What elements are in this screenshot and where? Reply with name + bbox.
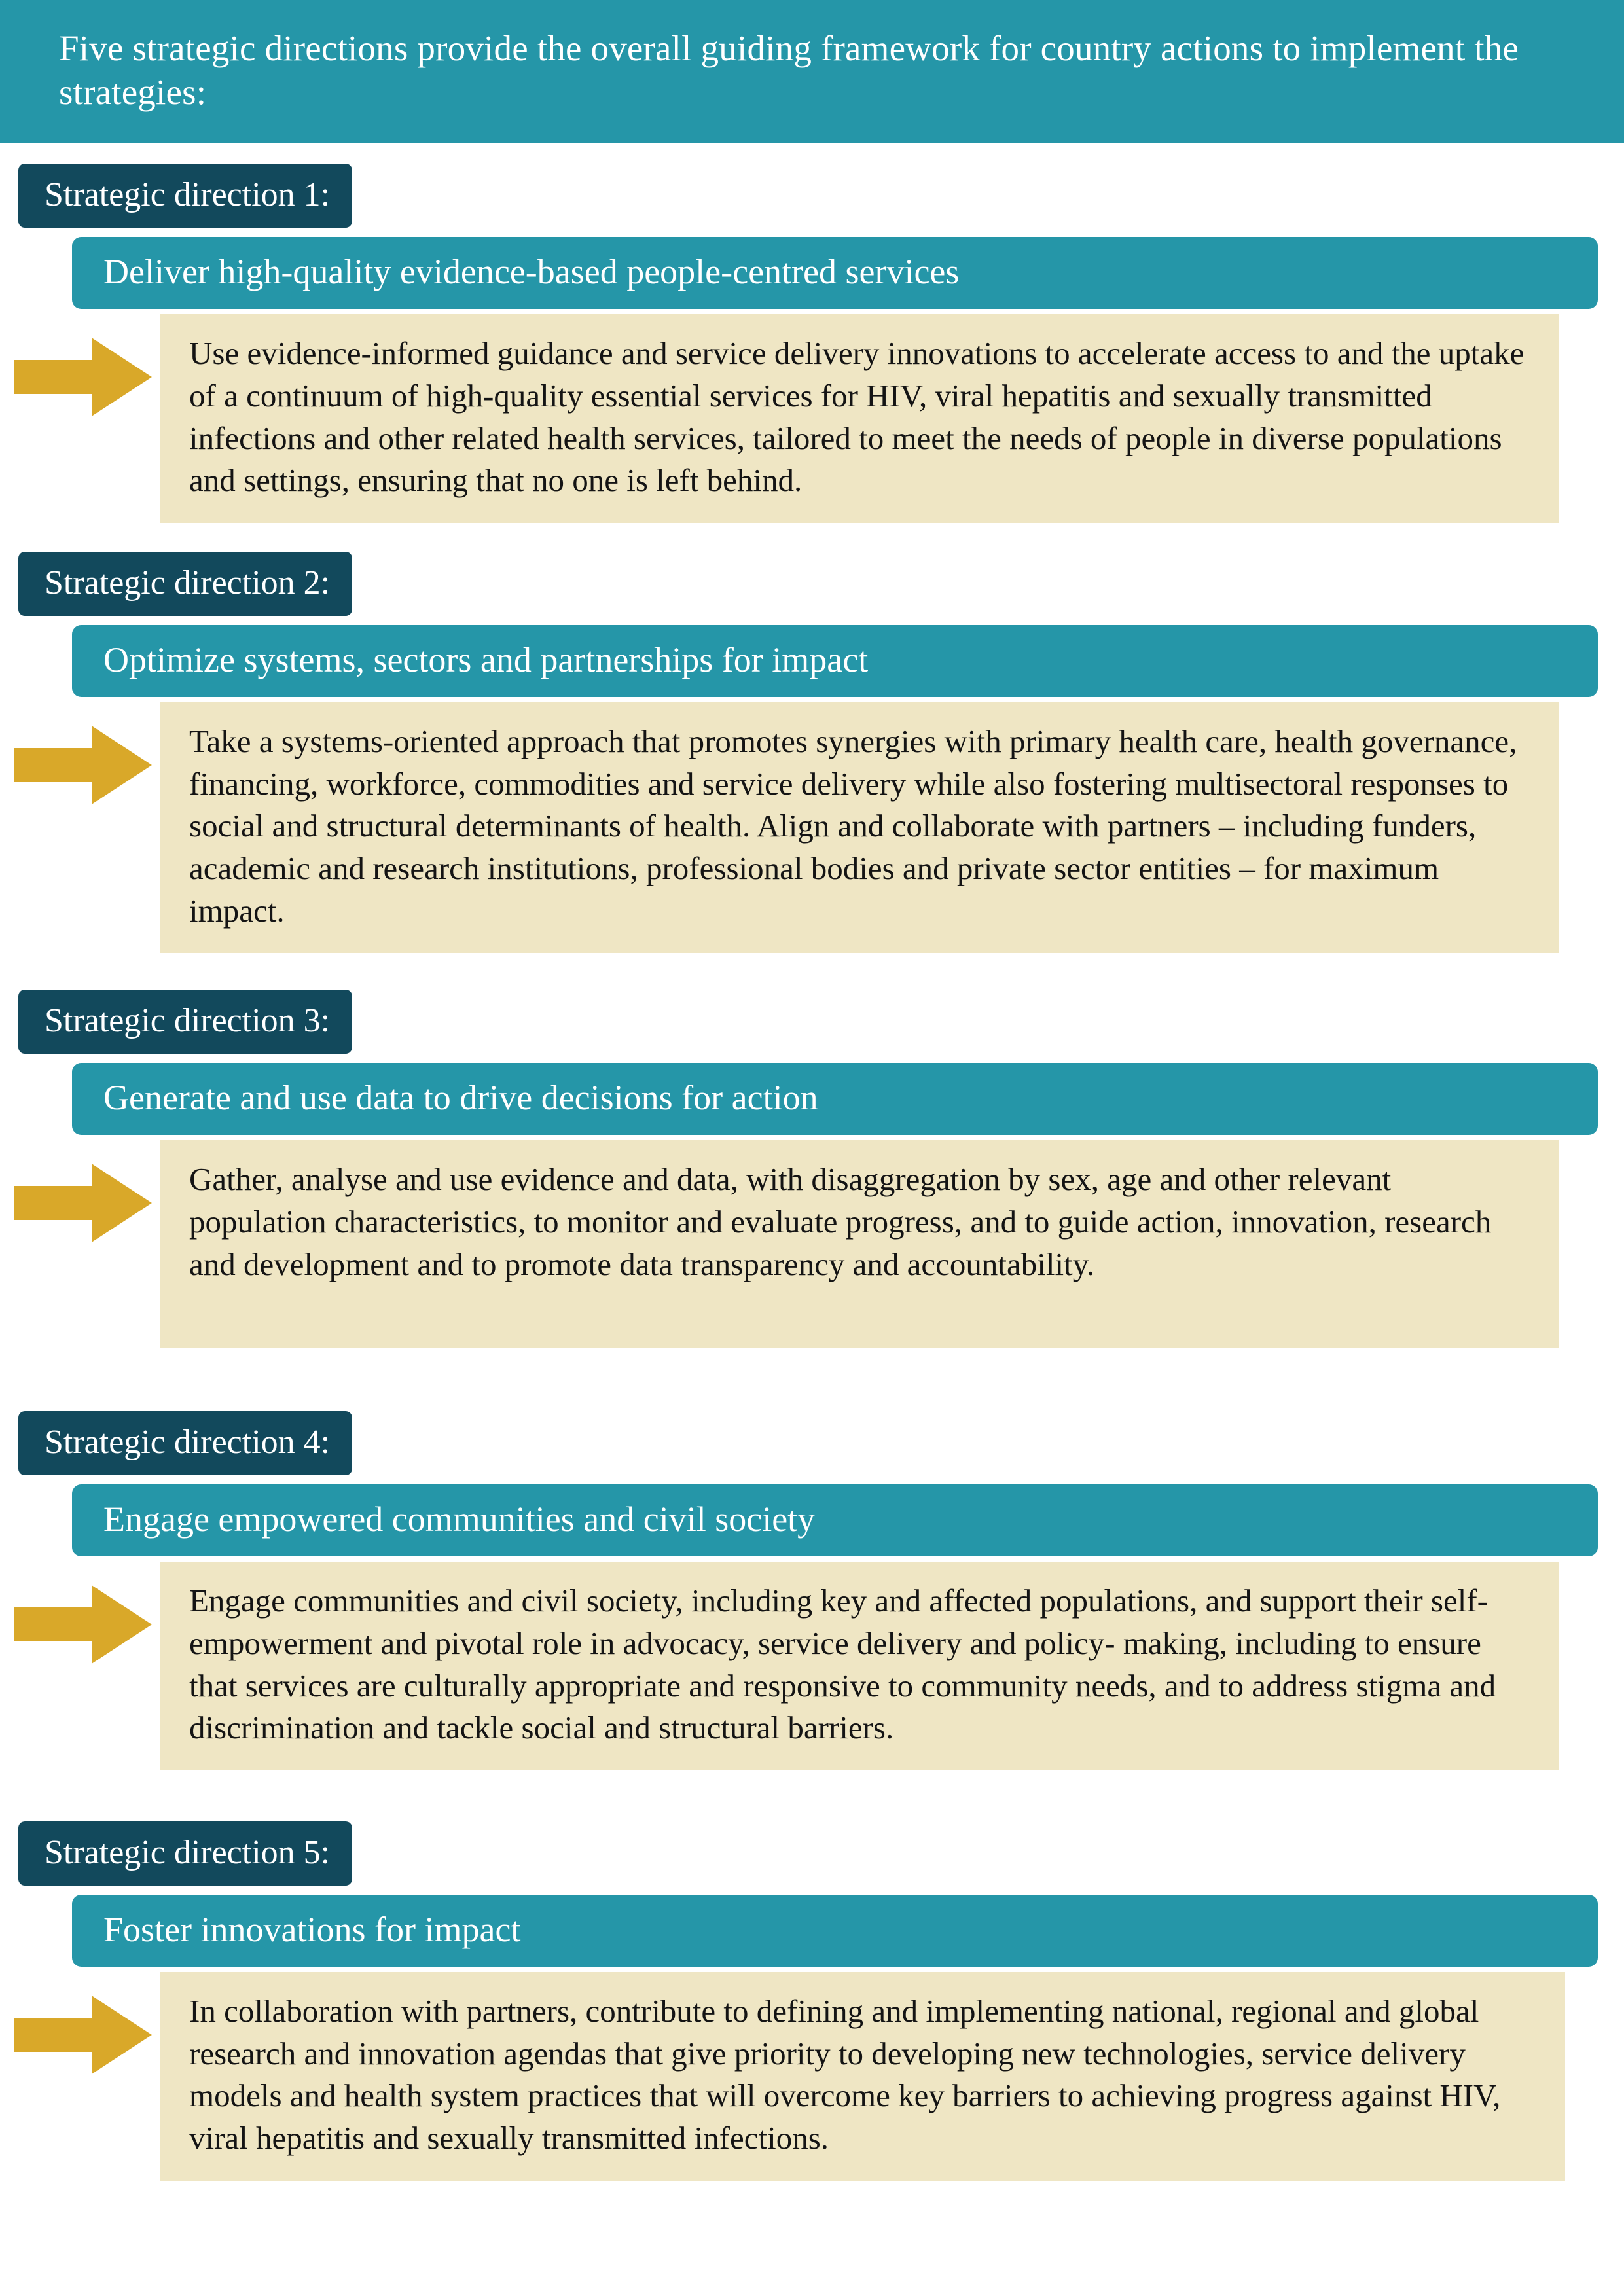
strategic-direction-title-row-4: [72, 1484, 1598, 1556]
strategic-direction-label-4: Strategic direction 4:: [18, 1411, 352, 1475]
arrow-cell-1: [0, 314, 160, 420]
arrow-right-icon: [14, 1585, 152, 1667]
strategic-direction-label-5: Strategic direction 5:: [18, 1821, 352, 1886]
arrow-cell-2: [0, 702, 160, 808]
strategic-direction-block-5: [0, 1821, 1624, 2181]
strategic-direction-block-2: [0, 552, 1624, 953]
strategic-direction-title-4: Engage empowered communities and civil society: [72, 1484, 1598, 1556]
strategic-direction-title-5: Foster innovations for impact: [72, 1895, 1598, 1967]
arrow-right-icon: [14, 1164, 152, 1246]
strategic-direction-body-row-3: [0, 1140, 1624, 1348]
arrow-cell-5: [0, 1972, 160, 2077]
arrow-cell-4: [0, 1562, 160, 1667]
strategic-direction-label-3: Strategic direction 3:: [18, 990, 352, 1054]
strategic-direction-text-4: Engage communities and civil society, including key and affected populations, and support their self-empowerment and pivotal role in advocacy, service delivery and policy- making, including to ensure that services are culturally appropriate and responsive to community needs, and to address stigma and discrimination and tackle social and structural barriers.: [160, 1562, 1559, 1770]
strategic-direction-body-row-1: [0, 314, 1624, 523]
strategic-direction-title-row-2: [72, 625, 1598, 697]
strategic-direction-text-1: Use evidence-informed guidance and service delivery innovations to accelerate access to and the uptake of a continuum of high-quality essential services for HIV, viral hepatitis and sexually transmitted infections and other related health services, tailored to meet the needs of people in diverse populations and settings, ensuring that no one is left behind.: [160, 314, 1559, 523]
strategic-direction-title-row-5: [72, 1895, 1598, 1967]
strategic-direction-body-row-4: [0, 1562, 1624, 1770]
strategic-direction-title-row-1: [72, 237, 1598, 309]
arrow-right-icon: [14, 726, 152, 808]
strategic-direction-block-3: [0, 990, 1624, 1348]
arrow-cell-3: [0, 1140, 160, 1246]
strategic-direction-title-3: Generate and use data to drive decisions for action: [72, 1063, 1598, 1135]
header-banner: [0, 0, 1624, 143]
strategic-direction-title-2: Optimize systems, sectors and partnerships for impact: [72, 625, 1598, 697]
strategic-direction-body-row-2: [0, 702, 1624, 953]
strategic-direction-block-4: [0, 1411, 1624, 1770]
strategic-direction-text-3: Gather, analyse and use evidence and data, with disaggregation by sex, age and other relevant population characteristics, to monitor and evaluate progress, and to guide action, innovation, research and development and to promote data transparency and accountability.: [160, 1140, 1559, 1348]
strategic-direction-title-row-3: [72, 1063, 1598, 1135]
strategic-direction-title-1: Deliver high-quality evidence-based people-centred services: [72, 237, 1598, 309]
strategic-direction-text-2: Take a systems-oriented approach that promotes synergies with primary health care, health governance, financing, workforce, commodities and service delivery while also fostering multisectoral responses to social and structural determinants of health. Align and collaborate with partners – including funders, academic and research institutions, professional bodies and private sector entities – for maximum impact.: [160, 702, 1559, 953]
arrow-right-icon: [14, 338, 152, 420]
header-text: Five strategic directions provide the overall guiding framework for country actions to implement the strategies:: [59, 28, 1519, 113]
arrow-right-icon: [14, 1996, 152, 2077]
strategic-direction-body-row-5: [0, 1972, 1624, 2181]
strategic-direction-block-1: [0, 164, 1624, 523]
strategic-direction-label-1: Strategic direction 1:: [18, 164, 352, 228]
strategic-direction-label-2: Strategic direction 2:: [18, 552, 352, 616]
strategic-direction-text-5: In collaboration with partners, contribute to defining and implementing national, regional and global research and innovation agendas that give priority to developing new technologies, service delivery models and health system practices that will overcome key barriers to achieving progress against HIV, viral hepatitis and sexually transmitted infections.: [160, 1972, 1565, 2181]
